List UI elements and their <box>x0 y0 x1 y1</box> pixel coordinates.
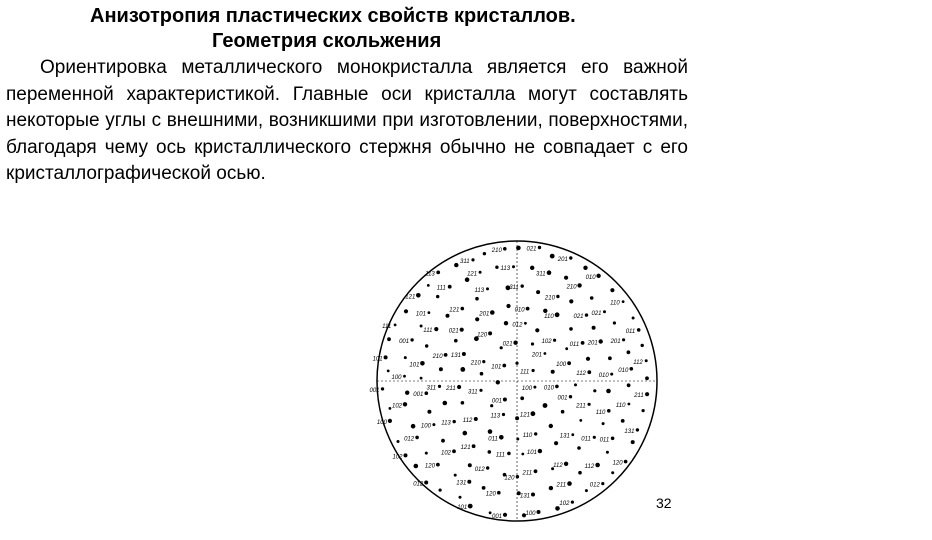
pole-dot <box>384 355 388 359</box>
pole-dot <box>610 373 613 376</box>
pole-dot <box>387 337 391 341</box>
pole-label: 102 <box>441 450 452 457</box>
pole-dot <box>569 395 572 398</box>
pole-dot <box>416 293 421 298</box>
pole-dot <box>622 338 625 341</box>
pole-dot <box>592 326 596 330</box>
pole-label: 311 <box>426 385 437 392</box>
pole-dot <box>520 396 524 400</box>
pole-label: 112 <box>633 359 643 366</box>
pole-dot <box>468 504 473 509</box>
pole-label: 010 <box>514 307 525 314</box>
pole-dot <box>446 314 450 318</box>
pole-dot <box>486 287 489 290</box>
pole-dot <box>632 317 635 320</box>
pole-dot <box>606 389 611 394</box>
pole-dot <box>571 433 574 436</box>
pole-dot <box>424 481 428 485</box>
pole-dot <box>468 463 472 467</box>
pole-dot <box>645 376 649 380</box>
pole-dot <box>611 471 614 474</box>
pole-label: 012 <box>404 436 415 443</box>
pole-dot <box>585 313 588 316</box>
pole-dot <box>515 416 519 420</box>
pole-label: 012 <box>589 482 600 489</box>
pole-dot <box>432 423 435 426</box>
pole-dot <box>403 375 406 378</box>
pole-dot <box>578 471 582 475</box>
pole-dot <box>420 377 423 380</box>
pole-dot <box>521 453 524 456</box>
pole-label: 110 <box>544 313 554 320</box>
pole-dot <box>411 424 416 429</box>
pole-label: 201 <box>610 338 621 345</box>
pole-label: 121 <box>467 271 478 278</box>
pole-label: 100 <box>525 511 536 517</box>
pole-dot <box>499 435 504 440</box>
pole-dot <box>472 444 476 448</box>
pole-dot <box>425 452 428 455</box>
pole-label: 100 <box>556 362 567 369</box>
pole-label: 120 <box>485 491 496 498</box>
pole-dot <box>387 370 390 373</box>
pole-label: 012 <box>474 467 485 473</box>
pole-dot <box>593 389 596 392</box>
pole-label: 210 <box>491 247 502 254</box>
slide-title-line-2: Геометрия скольжения <box>212 30 442 52</box>
pole-dot <box>516 246 521 251</box>
pole-dot <box>502 364 506 368</box>
pole-dot <box>404 453 408 457</box>
pole-label: 131 <box>559 433 570 440</box>
pole-dot <box>506 304 510 308</box>
pole-dot <box>503 513 507 517</box>
pole-label: 110 <box>615 403 626 409</box>
pole-dot <box>454 474 457 477</box>
pole-dot <box>613 321 616 324</box>
pole-dot <box>394 324 397 327</box>
pole-label: 111 <box>495 452 506 459</box>
pole-dot <box>645 359 648 362</box>
pole-dot <box>488 429 493 434</box>
pole-dot <box>550 254 555 259</box>
pole-dot <box>463 431 468 436</box>
pole-dot <box>405 391 409 395</box>
pole-dot <box>565 347 568 350</box>
pole-label: 131 <box>624 428 635 435</box>
pole-label: 102 <box>392 454 403 461</box>
pole-label: 101 <box>526 450 537 457</box>
pole-label: 211 <box>556 482 567 489</box>
pole-label: 101 <box>415 311 426 318</box>
pole-dot <box>490 404 493 407</box>
slide-paragraph: Ориентировка металлического монокристалла является его важной переменной характеристикой. Главные оси кристалла могут составлять некоторые углы с внешними, возникшими при изготовлении, поверхностями, благодаря чему ось кристаллического стержня обычно не совпадает с его кристаллографической осью. <box>6 57 688 184</box>
pole-label: 001 <box>413 392 424 399</box>
pole-label: 100 <box>420 423 431 430</box>
pole-dot <box>599 339 603 343</box>
pole-dot <box>512 265 515 268</box>
pole-label: 113 <box>425 271 435 278</box>
pole-dot <box>587 370 591 374</box>
pole-dot <box>628 403 631 406</box>
pole-dot <box>610 288 614 292</box>
pole-label: 012 <box>413 481 424 488</box>
pole-dot <box>569 256 572 259</box>
pole-label: 210 <box>470 360 481 367</box>
pole-dot <box>521 284 524 287</box>
pole-dot <box>608 356 612 360</box>
pole-dot <box>427 410 431 414</box>
pole-dot <box>637 328 641 332</box>
pole-label: 211 <box>446 386 456 392</box>
pole-dot <box>602 422 605 425</box>
pole-dot <box>480 372 484 376</box>
pole-dot <box>586 357 590 361</box>
pole-dot <box>461 401 465 405</box>
pole-dot <box>531 493 535 497</box>
pole-dot <box>645 392 649 396</box>
pole-dot <box>503 247 507 251</box>
pole-dot <box>535 328 539 332</box>
pole-dot <box>569 327 573 331</box>
pole-dot <box>547 270 552 275</box>
pole-label: 111 <box>423 328 433 335</box>
pole-label: 113 <box>490 413 501 420</box>
pole-label: 201 <box>479 311 490 318</box>
pole-label: 120 <box>504 475 515 482</box>
pole-dot <box>436 271 440 275</box>
pole-dot <box>567 481 572 486</box>
pole-label: 102 <box>392 403 403 410</box>
pole-dot <box>603 310 606 313</box>
pole-dot <box>420 325 423 328</box>
pole-dot <box>497 491 501 495</box>
pole-dot <box>624 460 628 464</box>
pole-label: 201 <box>557 257 568 263</box>
pole-label: 112 <box>576 371 586 378</box>
pole-dot <box>607 409 611 413</box>
pole-dot <box>503 398 507 402</box>
pole-dot <box>543 403 548 408</box>
pole-label: 101 <box>491 364 502 371</box>
pole-label: 113 <box>500 265 511 272</box>
pole-dot <box>567 361 571 365</box>
pole-label: 011 <box>581 436 591 443</box>
pole-label: 311 <box>468 389 478 396</box>
pole-dot <box>434 327 438 331</box>
pole-dot <box>534 432 537 435</box>
pole-dot <box>611 437 615 441</box>
pole-label: 001 <box>399 338 410 345</box>
pole-dot <box>403 402 407 406</box>
pole-label: 101 <box>409 362 420 369</box>
pole-dot <box>551 370 555 374</box>
pole-label: 211 <box>522 470 533 477</box>
pole-dot <box>583 266 587 270</box>
pole-dot <box>507 452 511 456</box>
pole-dot <box>531 411 536 416</box>
pole-dot <box>482 486 486 490</box>
pole-label: 001 <box>369 387 380 394</box>
pole-dot <box>439 367 443 371</box>
pole-label: 311 <box>509 285 519 292</box>
pole-label: 010 <box>585 274 596 281</box>
pole-label: 112 <box>584 464 595 470</box>
pole-label: 011 <box>625 328 636 335</box>
pole-dot <box>474 417 478 421</box>
pole-dot <box>549 424 553 428</box>
pole-label: 112 <box>462 418 473 424</box>
pole-dot <box>569 299 573 303</box>
pole-label: 100 <box>391 375 402 382</box>
pole-dot <box>425 391 429 395</box>
pole-label: 010 <box>543 385 554 392</box>
pole-dot <box>531 342 534 345</box>
pole-label: 021 <box>448 328 459 335</box>
pole-label: 210 <box>544 295 555 302</box>
pole-label: 113 <box>441 420 451 427</box>
pole-dot <box>428 311 431 314</box>
pole-dot <box>533 386 536 389</box>
pole-dot <box>513 341 517 345</box>
pole-dot <box>590 296 594 300</box>
page-number: 32 <box>656 495 672 511</box>
pole-label: 001 <box>491 398 502 405</box>
pole-dot <box>515 362 518 365</box>
pole-dot <box>479 271 482 274</box>
pole-label: 012 <box>512 322 523 329</box>
pole-dot <box>490 310 495 315</box>
pole-dot <box>577 446 581 450</box>
pole-dot <box>622 300 625 303</box>
pole-dot <box>627 383 631 387</box>
pole-label: 021 <box>502 341 513 348</box>
pole-dot <box>502 413 505 416</box>
pole-dot <box>636 428 639 431</box>
pole-dot <box>543 309 547 313</box>
pole-dot <box>577 283 581 287</box>
pole-label: 100 <box>521 386 532 393</box>
pole-dot <box>601 482 604 485</box>
pole-dot <box>596 274 600 278</box>
pole-label: 121 <box>460 445 471 452</box>
pole-dot <box>454 263 458 267</box>
pole-dot <box>425 344 428 347</box>
pole-dot <box>516 438 519 441</box>
pole-dot <box>479 389 482 392</box>
pole-dot <box>621 419 625 423</box>
pole-label: 001 <box>557 395 568 402</box>
pole-label: 111 <box>436 285 446 292</box>
pole-label: 011 <box>488 436 498 443</box>
pole-dot <box>443 401 448 406</box>
pole-dot <box>526 307 530 311</box>
pole-dot <box>436 295 439 298</box>
pole-label: 110 <box>595 409 606 416</box>
pole-dot <box>554 441 558 445</box>
pole-dot <box>486 466 489 469</box>
pole-dot <box>556 295 559 298</box>
pole-label: 120 <box>477 332 488 339</box>
pole-dot <box>441 439 445 443</box>
pole-label: 120 <box>424 463 435 470</box>
pole-dot <box>538 246 541 249</box>
pole-label: 102 <box>559 501 570 508</box>
pole-dot <box>555 312 560 317</box>
pole-label: 021 <box>591 310 602 317</box>
pole-label: 101 <box>372 356 383 363</box>
pole-dot <box>436 463 440 467</box>
pole-dot <box>488 450 492 454</box>
pole-label: 120 <box>612 460 623 467</box>
pole-dot <box>404 356 407 359</box>
pole-dot <box>538 449 542 453</box>
pole-dot <box>564 276 568 280</box>
pole-dot <box>495 266 498 269</box>
pole-dot <box>641 344 644 347</box>
pole-label: 121 <box>519 412 530 419</box>
pole-dot <box>534 469 538 473</box>
pole-label: 001 <box>492 513 503 520</box>
pole-label: 131 <box>456 480 467 487</box>
pole-dot <box>475 297 479 301</box>
pole-dot <box>457 385 461 389</box>
pole-label: 211 <box>576 403 586 410</box>
pole-label: 101 <box>457 505 468 512</box>
pole-label: 201 <box>587 340 598 347</box>
pole-dot <box>504 321 508 325</box>
pole-label: 011 <box>599 437 610 444</box>
pole-label: 201 <box>531 352 542 359</box>
pole-dot <box>381 387 384 390</box>
stereographic-projection-figure <box>369 236 662 526</box>
pole-label: 010 <box>618 367 629 374</box>
pole-label: 211 <box>634 393 644 400</box>
pole-label: 210 <box>432 353 443 360</box>
pole-dot <box>574 383 577 386</box>
pole-dot <box>630 367 634 371</box>
pole-dot <box>553 339 556 342</box>
pole-label: 121 <box>449 307 460 314</box>
pole-label: 113 <box>474 287 485 294</box>
pole-dot <box>588 403 591 406</box>
pole-dot <box>410 338 413 341</box>
pole-dot <box>460 367 465 372</box>
pole-label: 311 <box>536 271 546 278</box>
pole-dot <box>536 290 540 294</box>
pole-label: 011 <box>569 341 580 348</box>
slide-title-line-1: Анизотропия пластических свойств кристаллов. <box>90 5 576 27</box>
pole-dot <box>496 380 500 384</box>
pole-dot <box>414 464 419 469</box>
pole-dot <box>532 369 535 372</box>
pole-dot <box>537 510 541 514</box>
pole-dot <box>488 331 492 335</box>
pole-dot <box>454 339 458 343</box>
pole-dot <box>459 496 462 499</box>
pole-dot <box>555 385 559 389</box>
pole-label: 311 <box>460 258 470 265</box>
pole-dot <box>471 258 474 261</box>
pole-dot <box>606 451 609 454</box>
pole-dot <box>453 420 456 423</box>
pole-label: 111 <box>382 323 392 330</box>
pole-label: 021 <box>573 314 584 321</box>
pole-dot <box>579 419 582 422</box>
pole-label: 102 <box>541 339 552 346</box>
pole-dot <box>516 475 519 478</box>
pole-dot <box>544 352 547 355</box>
pole-dot <box>461 307 465 311</box>
pole-dot <box>482 360 485 363</box>
pole-dot <box>438 385 441 388</box>
pole-dot <box>483 252 486 255</box>
pole-dot <box>427 284 430 287</box>
pole-dot <box>524 322 527 325</box>
pole-dot <box>561 410 565 414</box>
pole-dot <box>404 309 408 313</box>
pole-label: 112 <box>553 462 563 469</box>
pole-dot <box>388 419 392 423</box>
pole-dot <box>631 440 635 444</box>
pole-dot <box>415 436 419 440</box>
pole-dot <box>642 409 645 412</box>
pole-dot <box>593 436 596 439</box>
pole-dot <box>595 463 600 468</box>
pole-label: 100 <box>376 419 387 426</box>
pole-dot <box>389 407 392 410</box>
pole-dot <box>462 352 466 356</box>
pole-dot <box>549 486 553 490</box>
pole-dot <box>452 449 456 453</box>
pole-dot <box>444 353 448 357</box>
pole-dot <box>581 341 585 345</box>
pole-label: 110 <box>610 300 620 307</box>
pole-dot <box>465 277 470 282</box>
pole-dot <box>585 489 588 492</box>
pole-dot <box>439 489 442 492</box>
pole-dot <box>467 480 471 484</box>
pole-label: 110 <box>522 432 533 439</box>
pole-label: 010 <box>598 373 609 380</box>
pole-dot <box>397 440 400 443</box>
pole-label: 121 <box>405 294 416 301</box>
pole-label: 111 <box>520 369 530 376</box>
pole-dot <box>460 328 464 332</box>
pole-label: 131 <box>520 493 531 500</box>
pole-label: 021 <box>526 246 537 253</box>
pole-label: 131 <box>450 353 461 359</box>
pole-dot <box>530 266 534 270</box>
pole-dot <box>420 361 425 366</box>
pole-dot <box>475 317 479 321</box>
pole-dot <box>627 350 631 354</box>
pole-dot <box>448 285 452 289</box>
pole-label: 210 <box>566 284 577 291</box>
pole-dot <box>571 501 574 504</box>
pole-dot <box>564 462 568 466</box>
